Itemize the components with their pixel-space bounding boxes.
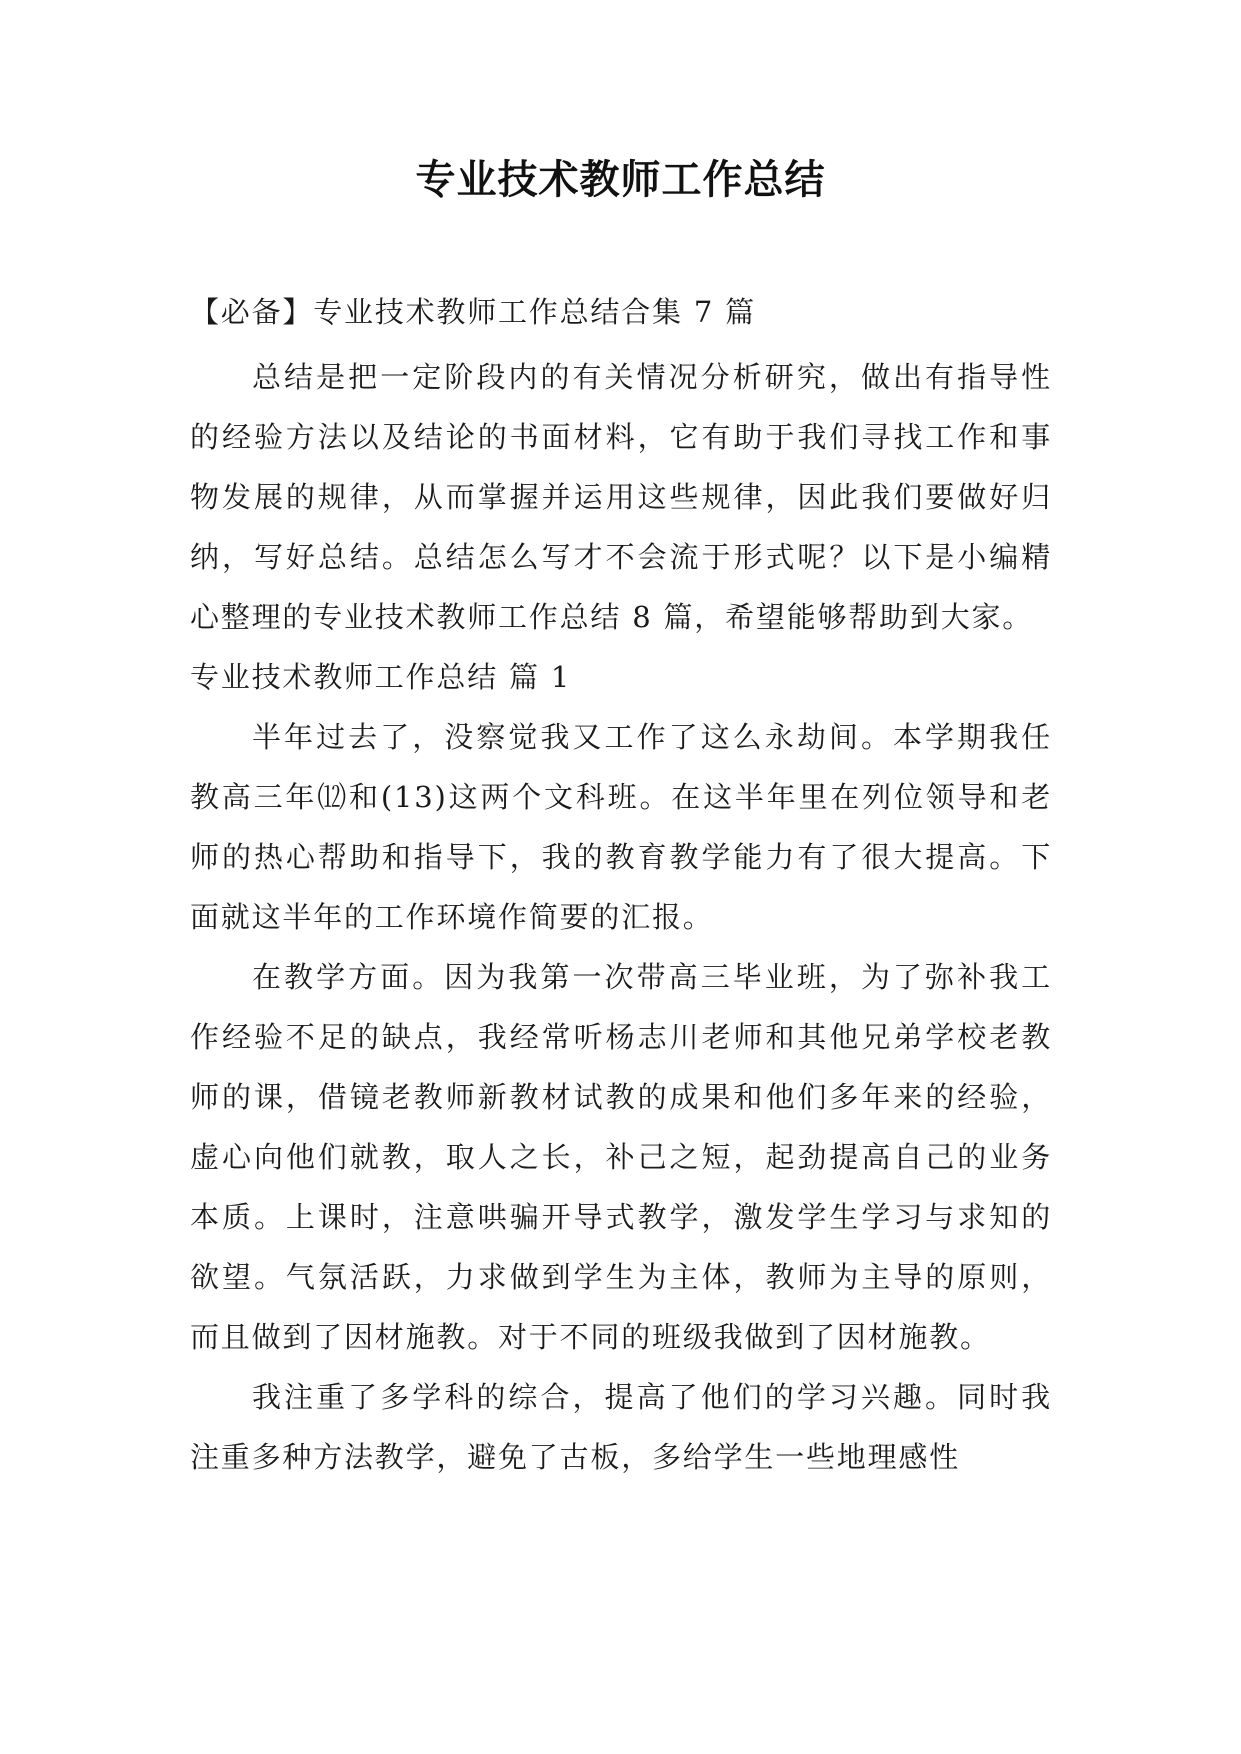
intro-paragraph: 总结是把一定阶段内的有关情况分析研究，做出有指导性的经验方法以及结论的书面材料，它有助于我们寻找工作和事物发展的规律，从而掌握并运用这些规律，因此我们要做好归纳，写好总结。总结怎么写才不会流于形式呢？以下是小编精心整理的专业技术教师工作总结 8 篇，希望能够帮助到大家。 — [190, 360, 1052, 634]
section-heading: 专业技术教师工作总结 篇 1 — [190, 660, 572, 694]
body-paragraph: 在教学方面。因为我第一次带高三毕业班，为了弥补我工作经验不足的缺点，我经常听杨志川老师和其他兄弟学校老教师的课，借镜老教师新教材试教的成果和他们多年来的经验，虚心向他们就教，取人之长，补己之短，起劲提高自己的业务本质。上课时，注意哄骗开导式教学，激发学生学习与求知的欲望。气氛活跃，力求做到学生为主体，教师为主导的原则，而且做到了因材施教。对于不同的班级我做到了因材施教。 — [190, 960, 1052, 1354]
document-body — [190, 290, 1052, 1487]
document-title: 专业技术教师工作总结 — [415, 157, 826, 203]
body-paragraph: 我注重了多学科的综合，提高了他们的学习兴趣。同时我注重多种方法教学，避免了古板，多给学生一些地理感性 — [190, 1380, 1052, 1474]
body-paragraph: 半年过去了，没察觉我又工作了这么永劫间。本学期我任教高三年⑿和(13)这两个文科班。在这半年里在列位领导和老师的热心帮助和指导下，我的教育教学能力有了很大提高。下面就这半年的工作环境作简要的汇报。 — [190, 720, 1052, 934]
document-subtitle: 【必备】专业技术教师工作总结合集 7 篇 — [190, 295, 756, 329]
